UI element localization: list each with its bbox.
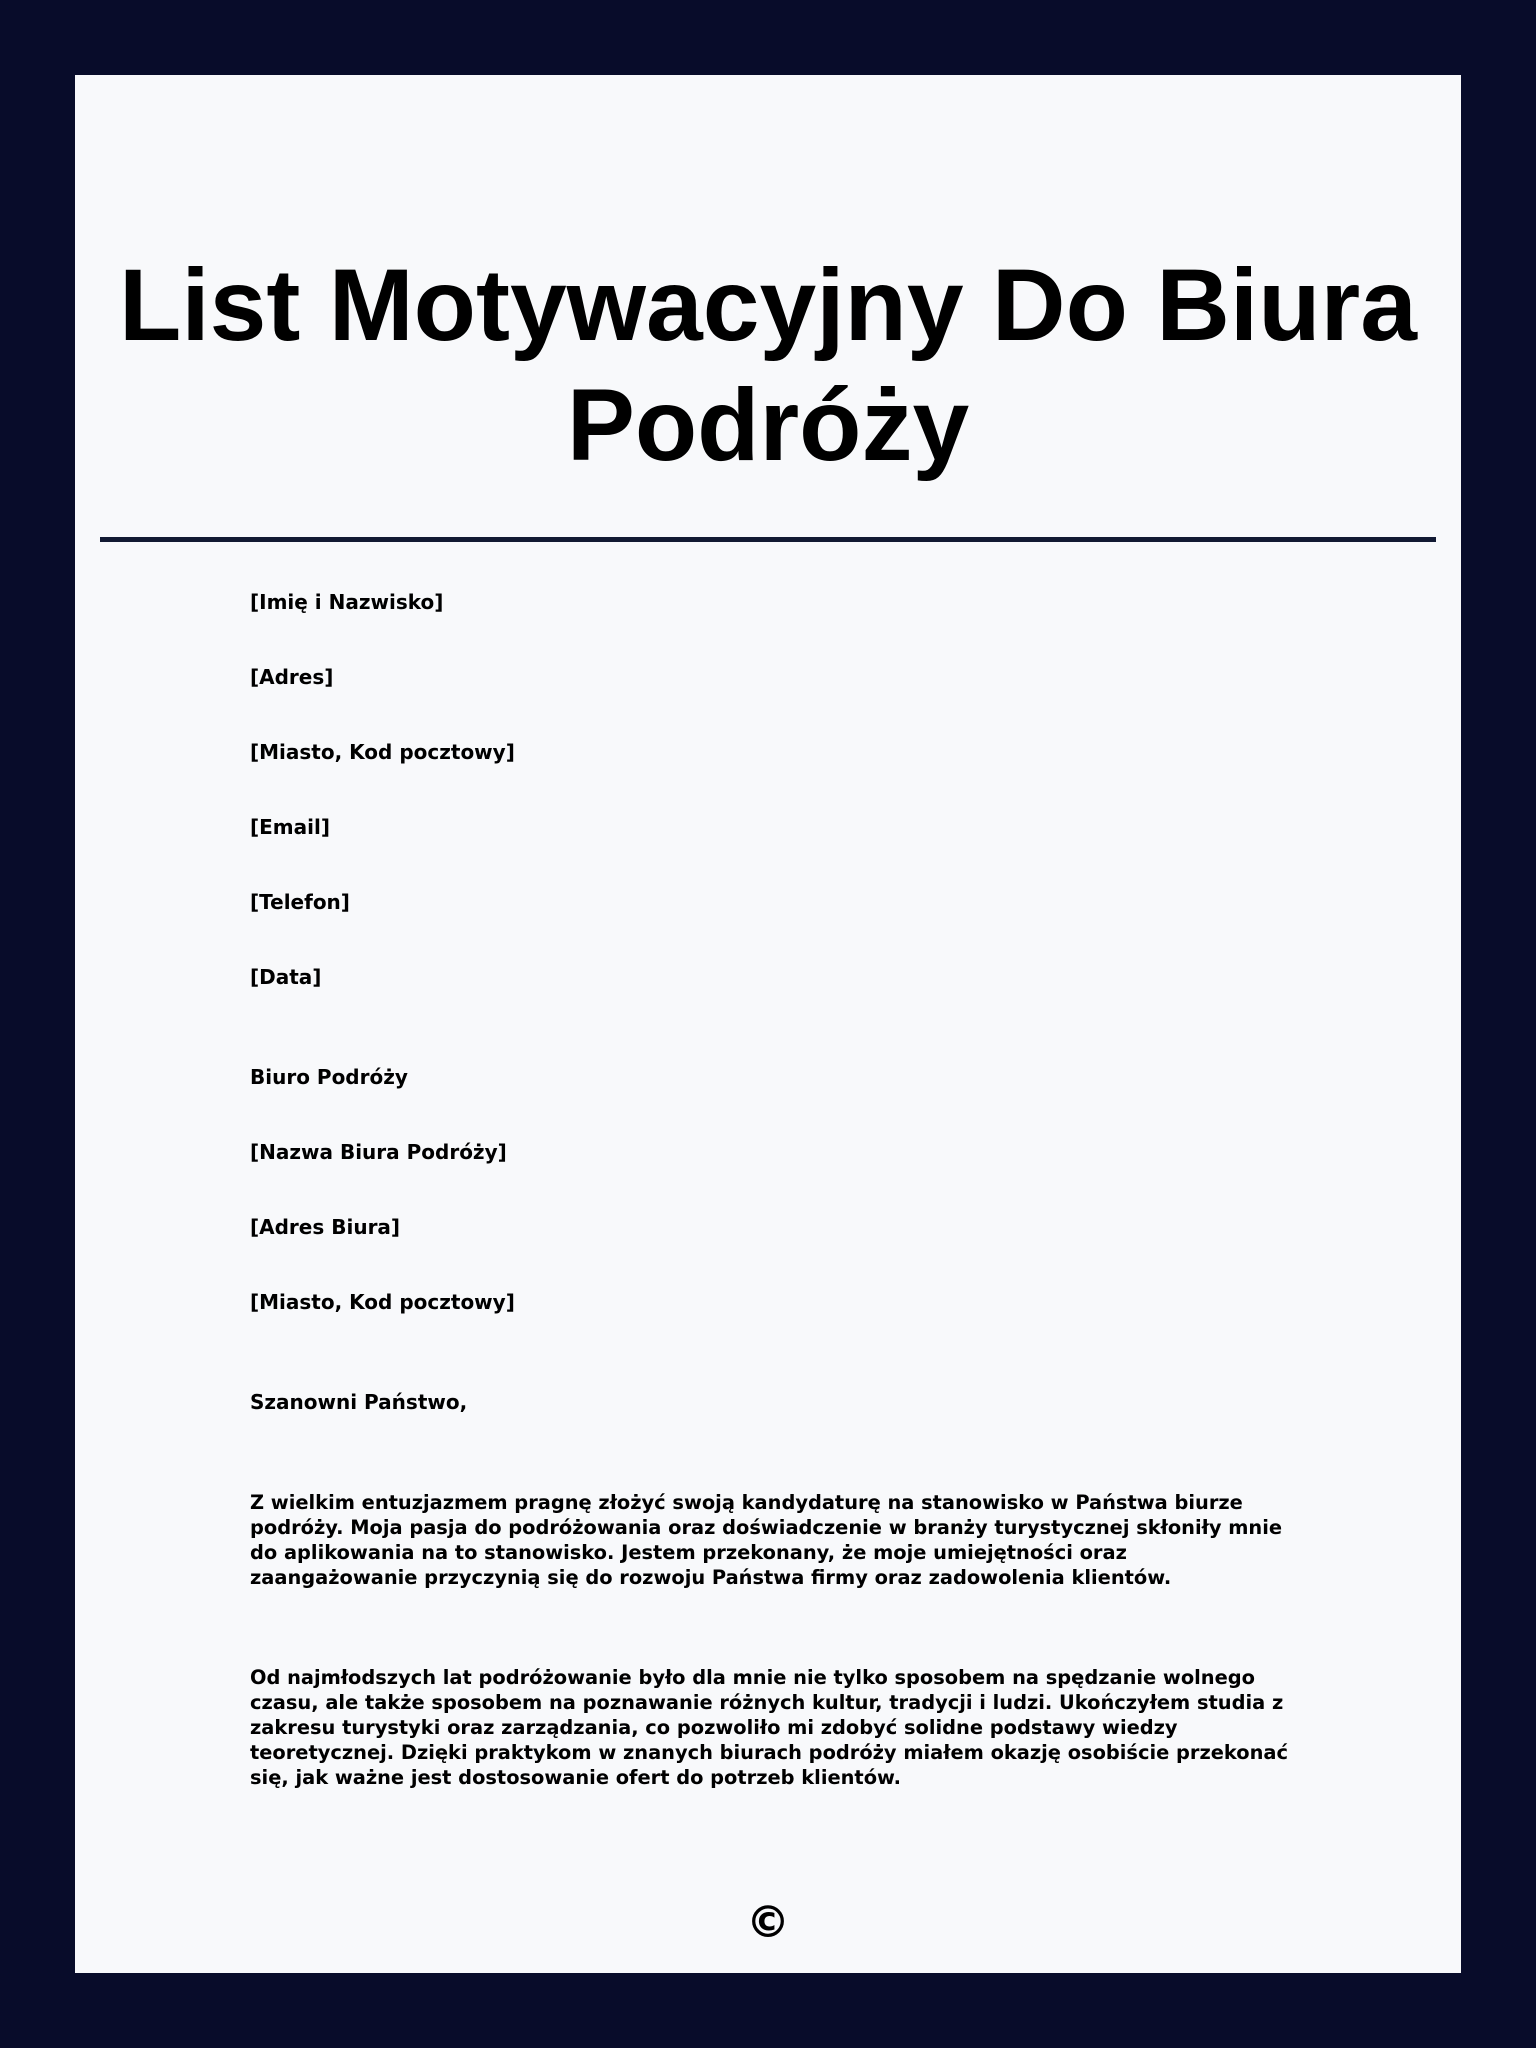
document-title: List Motywacyjny Do Biura Podróży bbox=[119, 248, 1417, 482]
body-paragraph: Z wielkim entuzjazmem pragnę złożyć swoją kandydaturę na stanowisko w Państwa biurze podróży. Moja pasja do podróżowania oraz doświadczenie w branży turystycznej skłoniły mnie do aplikowania na to stanowisko. Jestem przekonany, że moje umiejętności oraz zaangażowanie przyczynią się do rozwoju Państwa firmy oraz zadowolenia klientów. bbox=[250, 1491, 1283, 1589]
body-paragraph: Od najmłodszych lat podróżowanie było dla mnie nie tylko sposobem na spędzanie wolnego czasu, ale także sposobem na poznawanie różnych kultur, tradycji i ludzi. Ukończyłem studia z zakresu turystyki oraz zarządzania, co pozwoliło mi zdobyć solidne podstawy wiedzy teoretycznej. Dzięki praktykom w znanych biurach podróży miałem okazję osobiście przekonać się, jak ważne jest dostosowanie ofert do potrzeb klientów. bbox=[250, 1666, 1288, 1789]
sender-email: [Email] bbox=[250, 815, 330, 839]
recipient-name: [Nazwa Biura Podróży] bbox=[250, 1140, 507, 1164]
sender-address: [Adres] bbox=[250, 665, 334, 689]
sender-name: [Imię i Nazwisko] bbox=[250, 590, 444, 614]
recipient-label: Biuro Podróży bbox=[250, 1065, 408, 1089]
sender-phone: [Telefon] bbox=[250, 890, 350, 914]
letter-date: [Data] bbox=[250, 965, 322, 989]
sender-city: [Miasto, Kod pocztowy] bbox=[250, 740, 515, 764]
recipient-city: [Miasto, Kod pocztowy] bbox=[250, 1290, 515, 1314]
document-page bbox=[75, 75, 1461, 1973]
title-divider bbox=[100, 537, 1436, 542]
recipient-address: [Adres Biura] bbox=[250, 1215, 401, 1239]
salutation: Szanowni Państwo, bbox=[250, 1390, 468, 1414]
copyright-icon: © bbox=[746, 1897, 790, 1948]
